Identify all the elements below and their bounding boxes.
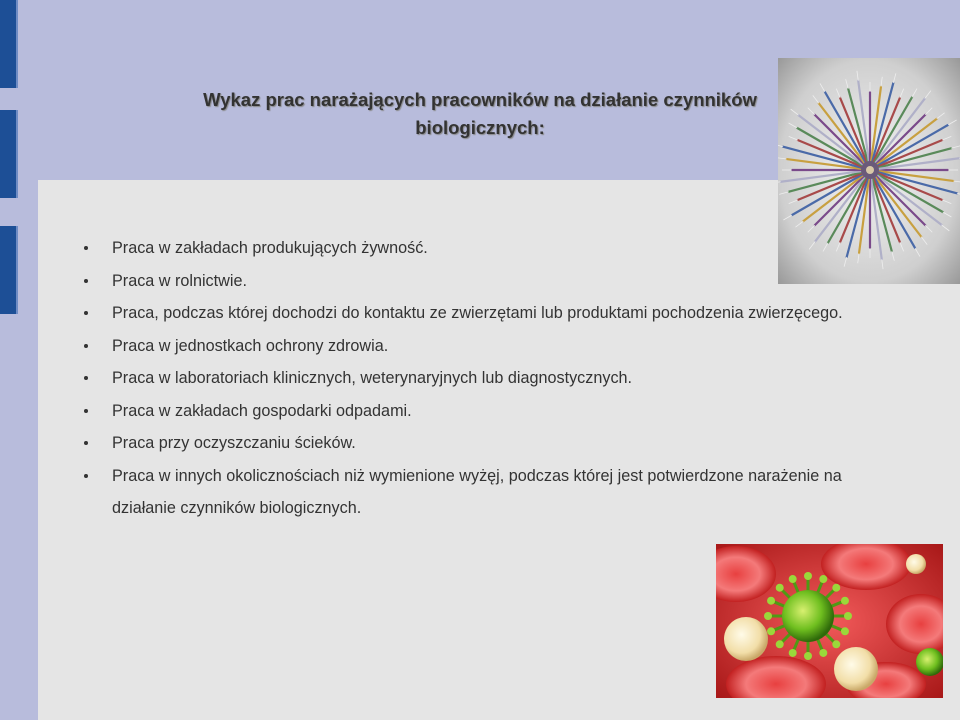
virus-spike-knob <box>804 652 812 660</box>
virus-spike-knob <box>819 575 827 583</box>
virus-spike-knob <box>844 612 852 620</box>
bullet-dot <box>84 376 88 380</box>
list-item: Praca w laboratoriach klinicznych, weterynaryjnych lub diagnostycznych. <box>82 362 882 395</box>
bullet-dot <box>84 441 88 445</box>
list-item: Praca w zakładach gospodarki odpadami. <box>82 395 882 428</box>
virus-spike-knob <box>776 584 784 592</box>
virus-spike-knob <box>767 627 775 635</box>
virus-spike-knob <box>832 584 840 592</box>
slide-title-line2: biologicznych: <box>415 117 545 138</box>
virus-spike-knob <box>832 640 840 648</box>
decorative-bar-bottom <box>0 226 18 314</box>
virus-spike-knob <box>789 649 797 657</box>
virus-blood-cells-image <box>716 544 943 698</box>
virus-spike-knob <box>789 575 797 583</box>
list-item: Praca w rolnictwie. <box>82 265 882 298</box>
decorative-bar-middle <box>0 110 18 198</box>
virus-spike-knob <box>841 627 849 635</box>
bullet-dot <box>84 279 88 283</box>
virus-spike-knob <box>776 640 784 648</box>
bullet-list <box>82 232 882 525</box>
virus-spike-knob <box>804 572 812 580</box>
virus-spike-knob <box>767 597 775 605</box>
virus-spike-knob <box>819 649 827 657</box>
bullet-dot <box>84 246 88 250</box>
list-item: Praca w innych okolicznościach niż wymienione wyżęj, podczas której jest potwierdzone narażenie na działanie czynników biologicznych. <box>82 460 882 525</box>
virus-spike-knob <box>841 597 849 605</box>
list-item: Praca w zakładach produkujących żywność. <box>82 232 882 265</box>
list-item: Praca, podczas której dochodzi do kontaktu ze zwierzętami lub produktami pochodzenia zwierzęcego. <box>82 297 882 330</box>
bullet-dot <box>84 474 88 478</box>
bullet-dot <box>84 311 88 315</box>
virus-spike-knob <box>764 612 772 620</box>
decorative-bar-top <box>0 0 18 88</box>
list-item: Praca przy oczyszczaniu ścieków. <box>82 427 882 460</box>
bullet-dot <box>84 344 88 348</box>
slide-title <box>100 86 860 142</box>
slide-title-line1: Wykaz prac narażających pracowników na działanie czynników <box>203 89 757 110</box>
bullet-dot <box>84 409 88 413</box>
list-item: Praca w jednostkach ochrony zdrowia. <box>82 330 882 363</box>
